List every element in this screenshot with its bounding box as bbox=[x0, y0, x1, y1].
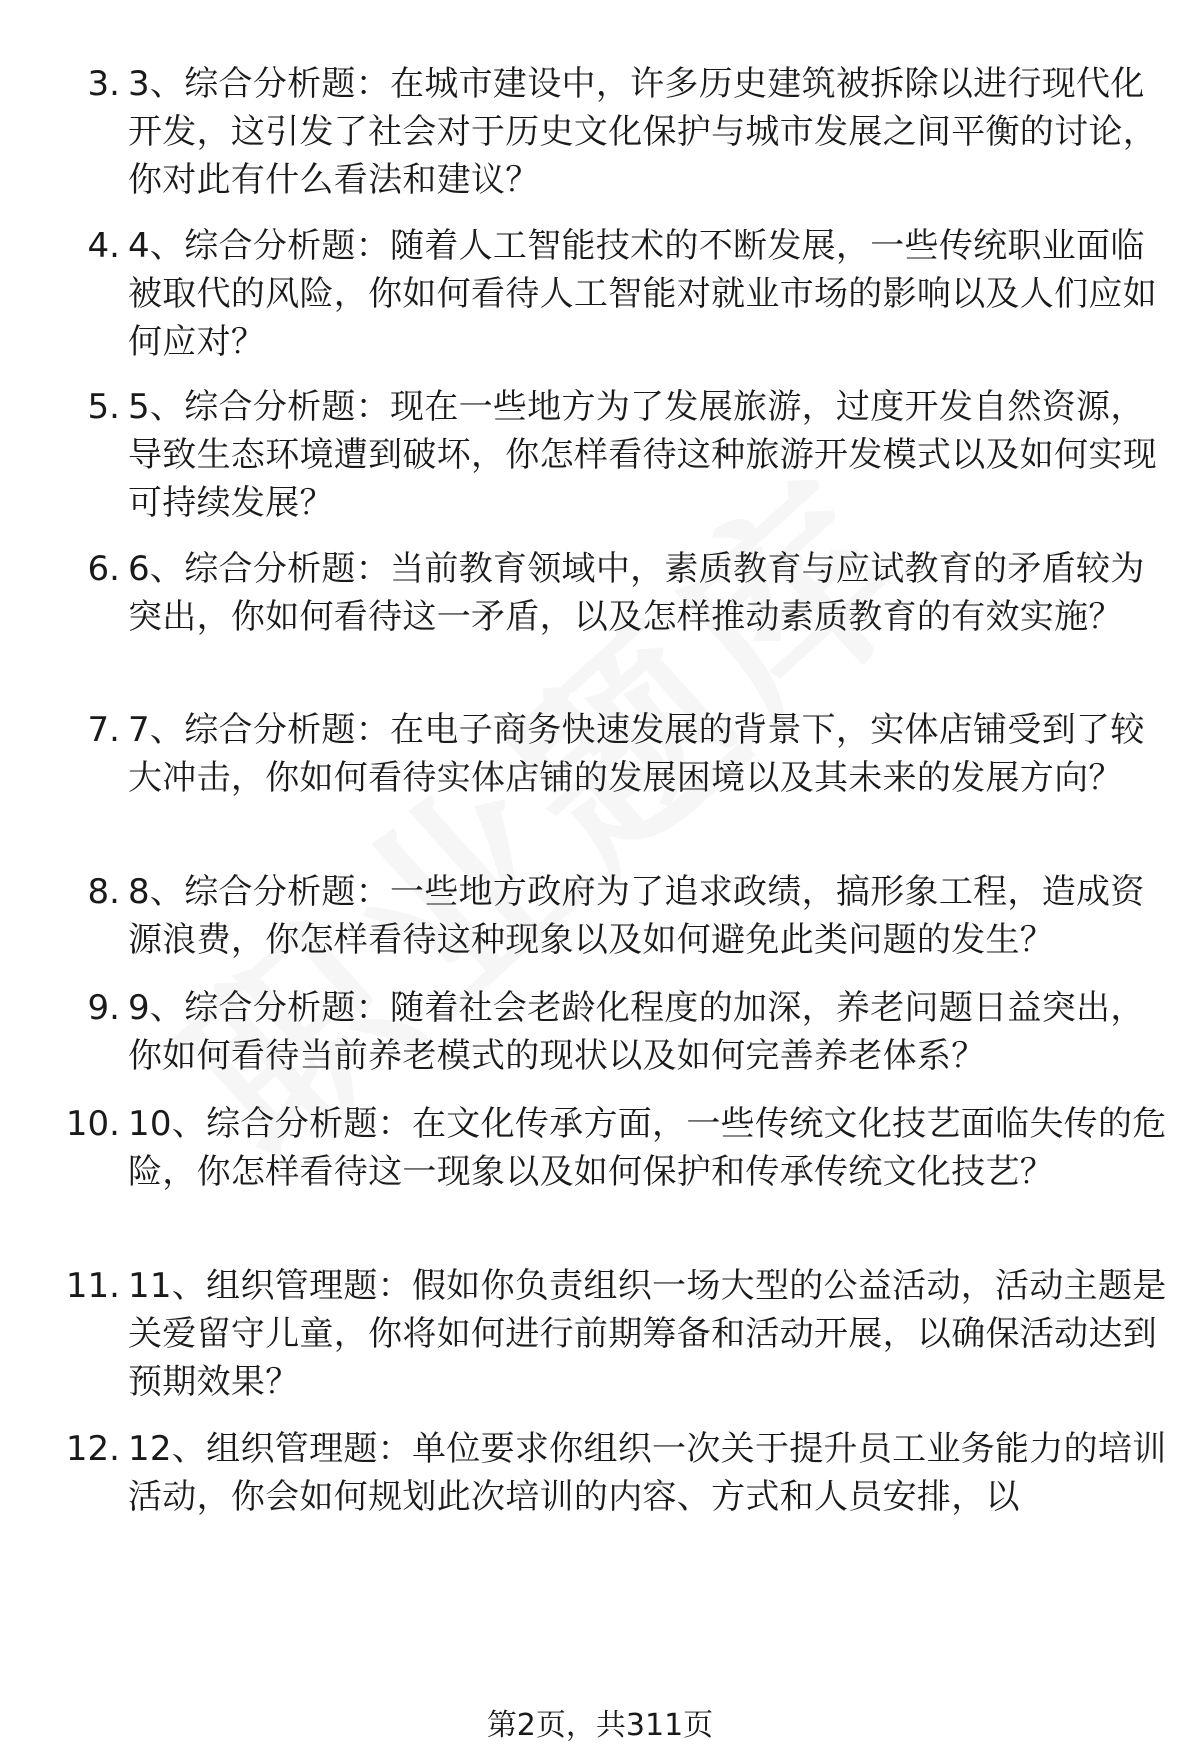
item-number: 12. bbox=[65, 1429, 120, 1469]
item-text: 11、组织管理题：假如你负责组织一场大型的公益活动，活动主题是关爱留守儿童，你将如何进行前期筹备和活动开展，以确保活动达到预期效果？ bbox=[128, 1266, 1167, 1402]
page-footer: 第2页，共311页 bbox=[486, 1708, 714, 1743]
item-number: 9. bbox=[87, 988, 120, 1028]
item-text: 8、综合分析题：一些地方政府为了追求政绩，搞形象工程，造成资源浪费，你怎样看待这种现象以及如何避免此类问题的发生？ bbox=[128, 872, 1145, 960]
item-text: 10、综合分析题：在文化传承方面，一些传统文化技艺面临失传的危险，你怎样看待这一现象以及如何保护和传承传统文化技艺？ bbox=[128, 1104, 1167, 1192]
item-number: 3. bbox=[87, 64, 120, 104]
item-number: 5. bbox=[87, 387, 120, 427]
item-number: 10. bbox=[65, 1104, 120, 1144]
item-text: 9、综合分析题：随着社会老龄化程度的加深，养老问题日益突出，你如何看待当前养老模式的现状以及如何完善养老体系？ bbox=[128, 988, 1145, 1076]
item-text: 6、综合分析题：当前教育领域中，素质教育与应试教育的矛盾较为突出，你如何看待这一矛盾，以及怎样推动素质教育的有效实施？ bbox=[128, 549, 1145, 637]
item-text: 3、综合分析题：在城市建设中，许多历史建筑被拆除以进行现代化开发，这引发了社会对于历史文化保护与城市发展之间平衡的讨论，你对此有什么看法和建议？ bbox=[128, 64, 1157, 200]
item-number: 4. bbox=[87, 226, 120, 266]
item-text: 12、组织管理题：单位要求你组织一次关于提升员工业务能力的培训活动，你会如何规划此次培训的内容、方式和人员安排，以 bbox=[128, 1429, 1167, 1517]
item-text: 4、综合分析题：随着人工智能技术的不断发展，一些传统职业面临被取代的风险，你如何看待人工智能对就业市场的影响以及人们应如何应对？ bbox=[128, 226, 1157, 362]
item-number: 7. bbox=[87, 710, 120, 750]
item-text: 7、综合分析题：在电子商务快速发展的背景下，实体店铺受到了较大冲击，你如何看待实体店铺的发展困境以及其未来的发展方向？ bbox=[128, 710, 1145, 798]
item-number: 11. bbox=[65, 1266, 120, 1306]
item-number: 6. bbox=[87, 549, 120, 589]
item-text: 5、综合分析题：现在一些地方为了发展旅游，过度开发自然资源，导致生态环境遭到破坏，你怎样看待这种旅游开发模式以及如何实现可持续发展？ bbox=[128, 387, 1157, 523]
item-number: 8. bbox=[87, 872, 120, 912]
